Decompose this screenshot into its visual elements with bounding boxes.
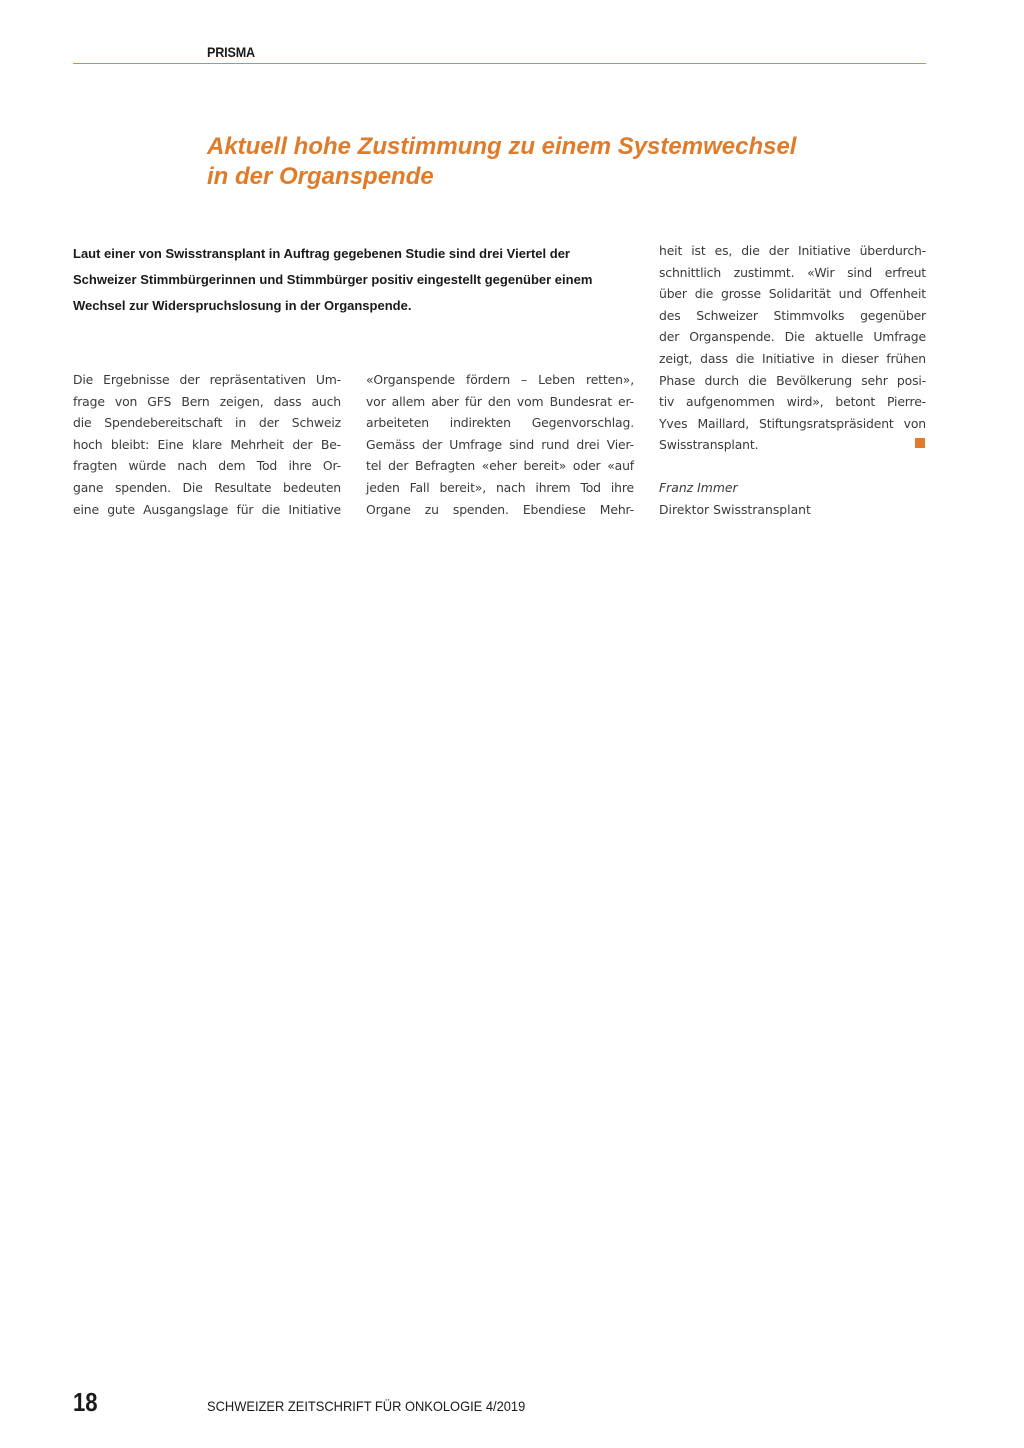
article-title-line: in der Organspende (207, 163, 434, 190)
end-of-article-square-icon (915, 438, 925, 448)
body-column-2 (366, 369, 634, 520)
body-line: schnittlich zustimmt. «Wir sind erfreut (659, 264, 926, 280)
body-line: tiv aufgenommen wird», betont Pierre- (659, 394, 926, 410)
lead-line: Laut einer von Swisstransplant in Auftrag gegebenen Studie sind drei Viertel der (73, 246, 570, 261)
body-line: eine gute Ausgangslage für die Initiative (73, 501, 341, 517)
body-line: gane spenden. Die Resultate bedeuten (73, 479, 341, 495)
lead-line: Schweizer Stimmbürgerinnen und Stimmbürger positiv eingestellt gegenüber einem (73, 272, 593, 287)
body-line: heit ist es, die der Initiative überdurch- (659, 243, 926, 258)
body-line: tel der Befragten «eher bereit» oder «auf (366, 458, 634, 474)
body-column-3 (659, 240, 926, 456)
body-line: fragten würde nach dem Tod ihre Or- (73, 458, 341, 474)
body-line: frage von GFS Bern zeigen, dass auch (73, 393, 341, 409)
body-line: Phase durch die Bevölkerung sehr posi- (659, 372, 926, 388)
body-line: jeden Fall bereit», nach ihrem Tod ihre (366, 479, 634, 495)
section-label: PRISMA (207, 44, 255, 60)
author-name: Franz Immer (659, 480, 738, 495)
body-line: Yves Maillard, Stiftungsratspräsident von (659, 415, 926, 431)
article-title-line: Aktuell hohe Zustimmung zu einem Systemwechsel (207, 133, 797, 160)
body-column-1 (73, 369, 341, 520)
header-rule (73, 63, 926, 64)
author-role: Direktor Swisstransplant (659, 501, 811, 517)
body-line: «Organspende fördern – Leben retten», (366, 372, 634, 387)
body-line: über die grosse Solidarität und Offenheit (659, 286, 926, 302)
body-line: Swisstransplant. (659, 437, 759, 453)
body-line: Organe zu spenden. Ebendiese Mehr- (366, 501, 634, 517)
body-line: Gemäss der Umfrage sind rund drei Vier- (366, 436, 634, 452)
article-title (207, 132, 907, 192)
body-line: vor allem aber für den vom Bundesrat er- (366, 393, 634, 409)
body-line: hoch bleibt: Eine klare Mehrheit der Be- (73, 436, 341, 452)
body-line: die Spendebereitschaft in der Schweiz (73, 415, 341, 431)
body-line: der Organspende. Die aktuelle Umfrage (659, 329, 926, 345)
journal-name: SCHWEIZER ZEITSCHRIFT FÜR ONKOLOGIE 4/2019 (207, 1398, 526, 1414)
author-block (659, 477, 811, 520)
body-line: Die Ergebnisse der repräsentativen Um- (73, 372, 341, 387)
body-line: des Schweizer Stimmvolks gegenüber (659, 307, 926, 323)
body-line: zeigt, dass die Initiative in dieser frühen (659, 350, 926, 366)
body-line: arbeiteten indirekten Gegenvorschlag. (366, 415, 634, 431)
page-number: 18 (73, 1387, 98, 1417)
lead-line: Wechsel zur Widerspruchslosung in der Organspende. (73, 298, 412, 313)
article-lead (73, 241, 633, 319)
